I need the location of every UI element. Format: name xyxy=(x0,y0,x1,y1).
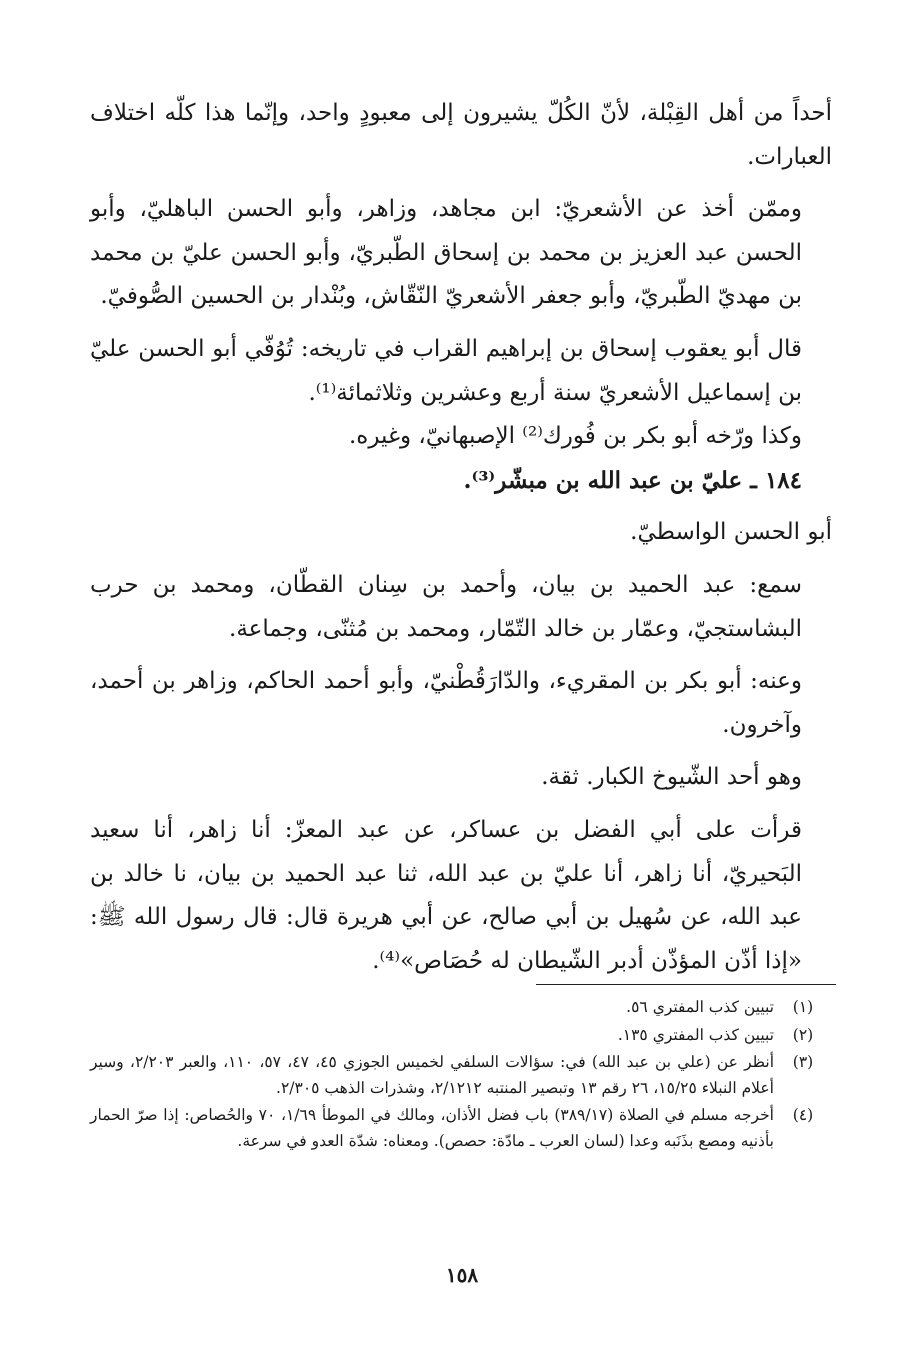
paragraph-3: قال أبو يعقوب إسحاق بن إبراهيم القراب في تاريخه: تُوُفّي أبو الحسن عليّ بن إسماعيل الأشعريّ سنة أربع وعشرين وثلاثمائة⁽¹⁾. xyxy=(90,335,802,406)
paragraph-2: وممّن أخذ عن الأشعريّ: ابن مجاهد، وزاهر، وأبو الحسن الباهليّ، وأبو الحسن عبد العزيز بن محمد بن إسحاق الطّبريّ، وأبو الحسن عليّ بن محمد بن مهديّ الطّبريّ، وأبو جعفر الأشعريّ النّقّاش، وبُنْدار بن الحسين الصُّوفيّ. xyxy=(90,196,802,310)
footnote-number: (٤) xyxy=(792,1106,814,1124)
paragraph-1: أحداً من أهل القِبْلة، لأنّ الكُلّ يشيرون إلى معبودٍ واحد، وإنّما هذا كلّه اختلاف العبارات. xyxy=(90,100,832,170)
paragraph-7: وعنه: أبو بكر بن المقريء، والدّارَقُطْنيّ، وأبو أحمد الحاكم، وزاهر بن أحمد، وآخرون. xyxy=(90,668,802,738)
paragraph-4: وكذا ورّخه أبو بكر بن فُورك⁽²⁾ الإصبهانيّ، وغيره. xyxy=(348,423,802,450)
page-number: ١٥٨ xyxy=(445,1263,479,1287)
footnote-number: (٢) xyxy=(792,1025,814,1044)
footnote-text: أخرجه مسلم في الصلاة (٣٨٩/١٧) باب فضل الأذان، ومالك في الموطأ ١/٦٩، ٧٠ والحُصاص: إذا صرّ الحمار بأذنيه ومصع بذَنَبه وعدا (لسان العرب ـ مادّة: حصص). ومعناه: شدّة العدو في سرعة. xyxy=(90,1106,774,1150)
footnote-1 xyxy=(90,995,832,1021)
entry-heading: ١٨٤ ـ عليّ بن عبد الله بن مبشّر⁽³⁾. xyxy=(463,466,802,494)
paragraph-5: أبو الحسن الواسطيّ. xyxy=(630,519,832,546)
footnote-number: (٣) xyxy=(792,1053,814,1071)
footnote-number: (١) xyxy=(792,998,814,1016)
paragraph-9: قرأت على أبي الفضل بن عساكر، عن عبد المعزّ: أنا زاهر، أنا سعيد البَحيريّ، أنا زاهر، أنا عليّ بن عبد الله، ثنا عبد الحميد بن بيان، نا خالد بن عبد الله، عن سُهيل بن أبي صالح، عن أبي هريرة قال: قال رسول الله ﷺ: «إذا أذّن المؤذّن أدبر الشّيطان له حُصَاص»⁽⁴⁾. xyxy=(90,816,803,974)
footnote-4 xyxy=(90,1103,832,1154)
paragraph-6: سمع: عبد الحميد بن بيان، وأحمد بن سِنان القطّان، ومحمد بن حرب البشاستجيّ، وعمّار بن خالد التّمّار، ومحمد بن مُثنّى، وجماعة. xyxy=(90,571,802,642)
footnote-text: تبيين كذب المفتري ١٣٥. xyxy=(617,1025,774,1044)
footnotes xyxy=(90,995,832,1156)
footnote-text: تبيين كذب المفتري ٥٦. xyxy=(626,998,774,1016)
footnote-3 xyxy=(90,1050,832,1101)
footnote-2 xyxy=(90,1023,832,1049)
footnote-text: أنظر عن (علي بن عبد الله) في: سؤالات السلفي لخميس الجوزي ٤٥، ٤٧، ٥٧، ١١٠، والعبر ٢/٢٠٣، وسير أعلام النبلاء ١٥/٢٥، ٢٦ رقم ١٣ وتبصير المنتبه ٢/١٢١٢، وشذرات الذهب ٢/٣٠٥. xyxy=(90,1053,775,1097)
paragraph-8: وهو أحد الشّيوخ الكبار. ثقة. xyxy=(541,764,802,791)
main-text xyxy=(90,92,832,983)
footnote-divider xyxy=(536,984,836,985)
